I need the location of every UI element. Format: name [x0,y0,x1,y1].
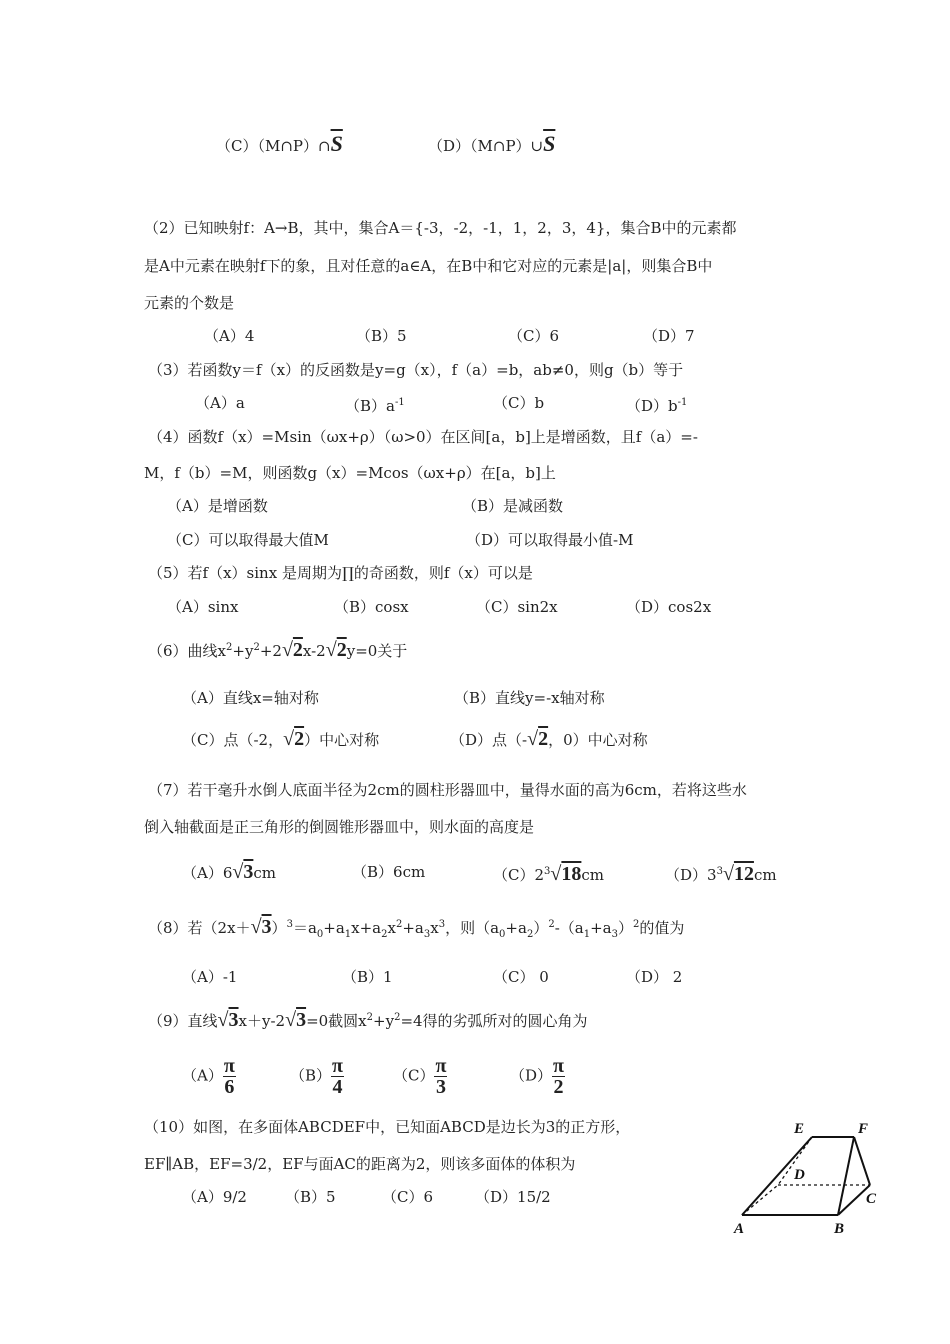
q9-option-b-text: （B） [290,1066,332,1085]
q9-option-d-text: （D） [510,1066,553,1085]
q10-option-a: （A）9/2 [182,1188,247,1206]
q8-stem: （8）若$(2x+√3)^3=a_0+a_1x+a_2x^2+a_3x^3$，则$(a_0+a_2)^2-(a_1+a_3)^2$的值为 [148,916,685,940]
q6-stem: （6）曲线$x^2+y^2+2√2x-2√2y=0$关于 [148,639,408,661]
polyhedron-figure [730,1115,890,1240]
q3-stem: （3）若函数y＝f（x）的反函数是y=g（x），f（a）=b，ab≠0，则g（b）等于 [148,361,684,379]
q3-option-d-text: （D）b [626,397,678,415]
q9-option-a-text: （A） [182,1066,223,1085]
q7-stem-line1: （7）若干毫升水倒人底面半径为2cm的圆柱形器皿中，量得水面的高为6cm，若将这些水 [148,781,747,799]
q8-stem-text: +a [323,919,345,937]
exponent: -1 [394,397,405,408]
q7-option-c-text: （C）2 [493,866,545,884]
q8-stem-text: x+a [351,919,382,937]
q9-stem-text: =0截圆x [306,1012,367,1030]
q10-stem-line1: （10）如图，在多面体ABCDEF中，已知面ABCD是边长为3的正方形， [144,1118,631,1136]
q2-option-a: （A）4 [204,327,255,345]
q7-option-a [182,862,276,883]
q8-option-d: （D） 2 [626,968,683,986]
hidden-edge-ad [742,1185,778,1215]
q7-stem-line2: 倒入轴截面是正三角形的倒圆锥形器皿中，则水面的高度是 [144,818,535,836]
q4-option-b: （B）是减函数 [462,497,564,515]
q2-stem-line2: 是A中元素在映射f下的象，且对任意的a∈A，在B中和它对应的元素是|a|，则集合B中 [144,257,713,275]
q6-option-a: （A）直线x=轴对称 [182,689,319,707]
sqrt-3: √3 [232,861,254,883]
q8-stem-text: +a [402,919,424,937]
q9-option-c-text: （C） [393,1066,435,1085]
q1-option-d-text: （D）（M∩P）∪ [428,137,544,155]
exponent: -1 [677,397,688,408]
label-f: F [858,1121,869,1137]
label-a: A [734,1221,745,1237]
q6-option-d [450,729,648,750]
q7-option-b: （B）6cm [352,863,426,881]
q8-stem-text: ，则（a [445,919,500,937]
q4-stem-line2: M，f（b）=M，则函数g（x）=Mcos（ωx+ρ）在[a，b]上 [144,464,556,482]
q9-stem-text: x＋y-2 [238,1012,286,1030]
q6-stem-text: （6）曲线x [148,642,227,660]
q2-stem-line1: （2）已知映射f：A→B，其中，集合A＝{-3，-2，-1，1，2，3，4}，集合B中的元素都 [144,219,737,237]
q6-stem-text: y=0关于 [346,642,408,660]
q9-option-c [393,1056,447,1097]
q8-stem-text: +a [505,919,527,937]
q2-option-d: （D）7 [643,327,695,345]
root-index: 3 [716,866,723,877]
q10-option-c: （C）6 [382,1188,434,1206]
label-e: E [794,1121,805,1137]
q7-option-c [493,862,604,885]
root-index: 3 [544,866,551,877]
q6-stem-text: +2 [259,642,282,660]
q3-option-a: （A）a [195,394,245,412]
q2-stem-line3: 元素的个数是 [144,294,235,312]
q6-option-c-text: ）中心对称 [304,731,380,749]
unit-cm: cm [753,866,777,884]
q1-option-d [428,131,556,156]
q3-option-c: （C）b [493,394,545,412]
unit-cm: cm [581,866,605,884]
q8-stem-text: ） [533,919,549,937]
q4-option-a: （A）是增函数 [167,497,268,515]
q1-option-c [216,131,343,156]
q5-option-a: （A）sinx [167,598,239,616]
q7-option-d [665,862,777,885]
fraction-pi-over-4: $\frac{\pi}{4}$ [332,1055,343,1098]
sqrt-2: √2 [527,728,549,750]
q2-option-c: （C）6 [508,327,560,345]
unit-cm: cm [253,864,276,882]
q8-stem-text: x [430,919,439,937]
q1-option-c-text: （C）（M∩P）∩ [216,137,331,155]
q6-option-b: （B）直线y=-x轴对称 [454,689,605,707]
q8-stem-text: 的值为 [639,919,685,937]
q9-stem-text: （9）直线 [148,1012,218,1030]
q6-option-d-text: ，0）中心对称 [548,731,648,749]
fraction-pi-over-2: $\frac{\pi}{2}$ [553,1055,564,1098]
q3-option-b-text: （B）a [345,397,395,415]
q8-stem-text: ＝a [292,919,317,937]
q9-option-d [510,1056,565,1097]
label-c: C [866,1191,877,1207]
q10-stem-line2: EF∥AB，EF=3/2，EF与面AC的距离为2，则该多面体的体积为 [144,1155,576,1173]
q8-stem-text: x [387,919,396,937]
label-d: D [794,1167,805,1183]
fraction-pi-over-6: $\frac{\pi}{6}$ [223,1055,235,1098]
q8-stem-text: （8）若（2x＋ [148,919,251,937]
q9-option-b [290,1056,344,1097]
fraction-pi-over-3: $\frac{\pi}{3}$ [435,1055,447,1098]
q8-stem-text: ） [617,919,633,937]
q8-option-b: （B）1 [342,968,393,986]
q6-stem-text: +y [232,642,254,660]
q6-option-c [182,729,379,750]
cube-root-18: √18 [550,863,582,885]
set-complement-symbol: $\overline{S}$ [330,131,343,156]
q2-option-b: （B）5 [356,327,407,345]
q9-stem-text: +y [373,1012,395,1030]
q10-option-d: （D）15/2 [475,1188,551,1206]
q9-option-a [182,1056,236,1097]
q4-stem-line1: （4）函数f（x）=Msin（ωx+ρ）（ω>0）在区间[a，b]上是增函数，且f（a）=- [148,428,698,446]
q3-option-b [345,393,405,416]
sqrt-2: √2 [281,639,303,661]
sqrt-2: √2 [283,728,305,750]
q5-stem: （5）若f（x）sinx 是周期为∏的奇函数，则f（x）可以是 [148,564,533,582]
set-complement-symbol: $\overline{S}$ [543,131,556,156]
q8-stem-text: ） [271,919,287,937]
q8-option-c: （C） 0 [493,968,549,986]
q5-option-d: （D）cos2x [626,598,712,616]
q5-option-b: （B）cosx [334,598,409,616]
edge-fc [854,1137,870,1185]
q8-stem-text: -（a [554,919,584,937]
q6-option-d-text: （D）点（- [450,731,528,749]
cube-root-12: √12 [722,863,754,885]
sqrt-3: √3 [285,1009,307,1031]
q6-option-c-text: （C）点（-2， [182,731,284,749]
q9-stem-text: =4得的劣弧所对的圆心角为 [400,1012,588,1030]
q7-option-a-text: （A）6 [182,864,233,882]
q9-stem: （9）直线√3x＋y-2√3=0截圆$x^2+y^2=4$得的劣弧所对的圆心角为 [148,1009,588,1031]
q6-stem-text: x-2 [302,642,326,660]
sqrt-3: √3 [217,1009,239,1031]
q4-option-c: （C）可以取得最大值M [167,531,329,549]
label-b: B [834,1221,845,1237]
sqrt-2: √2 [325,639,347,661]
sqrt-3: √3 [250,916,272,938]
q7-option-d-text: （D）3 [665,866,717,884]
q10-option-b: （B）5 [285,1188,336,1206]
q8-option-a: （A）-1 [182,968,238,986]
q3-option-d [626,393,687,416]
q5-option-c: （C）sin2x [476,598,558,616]
q8-stem-text: +a [590,919,612,937]
q4-option-d: （D）可以取得最小值-M [466,531,634,549]
